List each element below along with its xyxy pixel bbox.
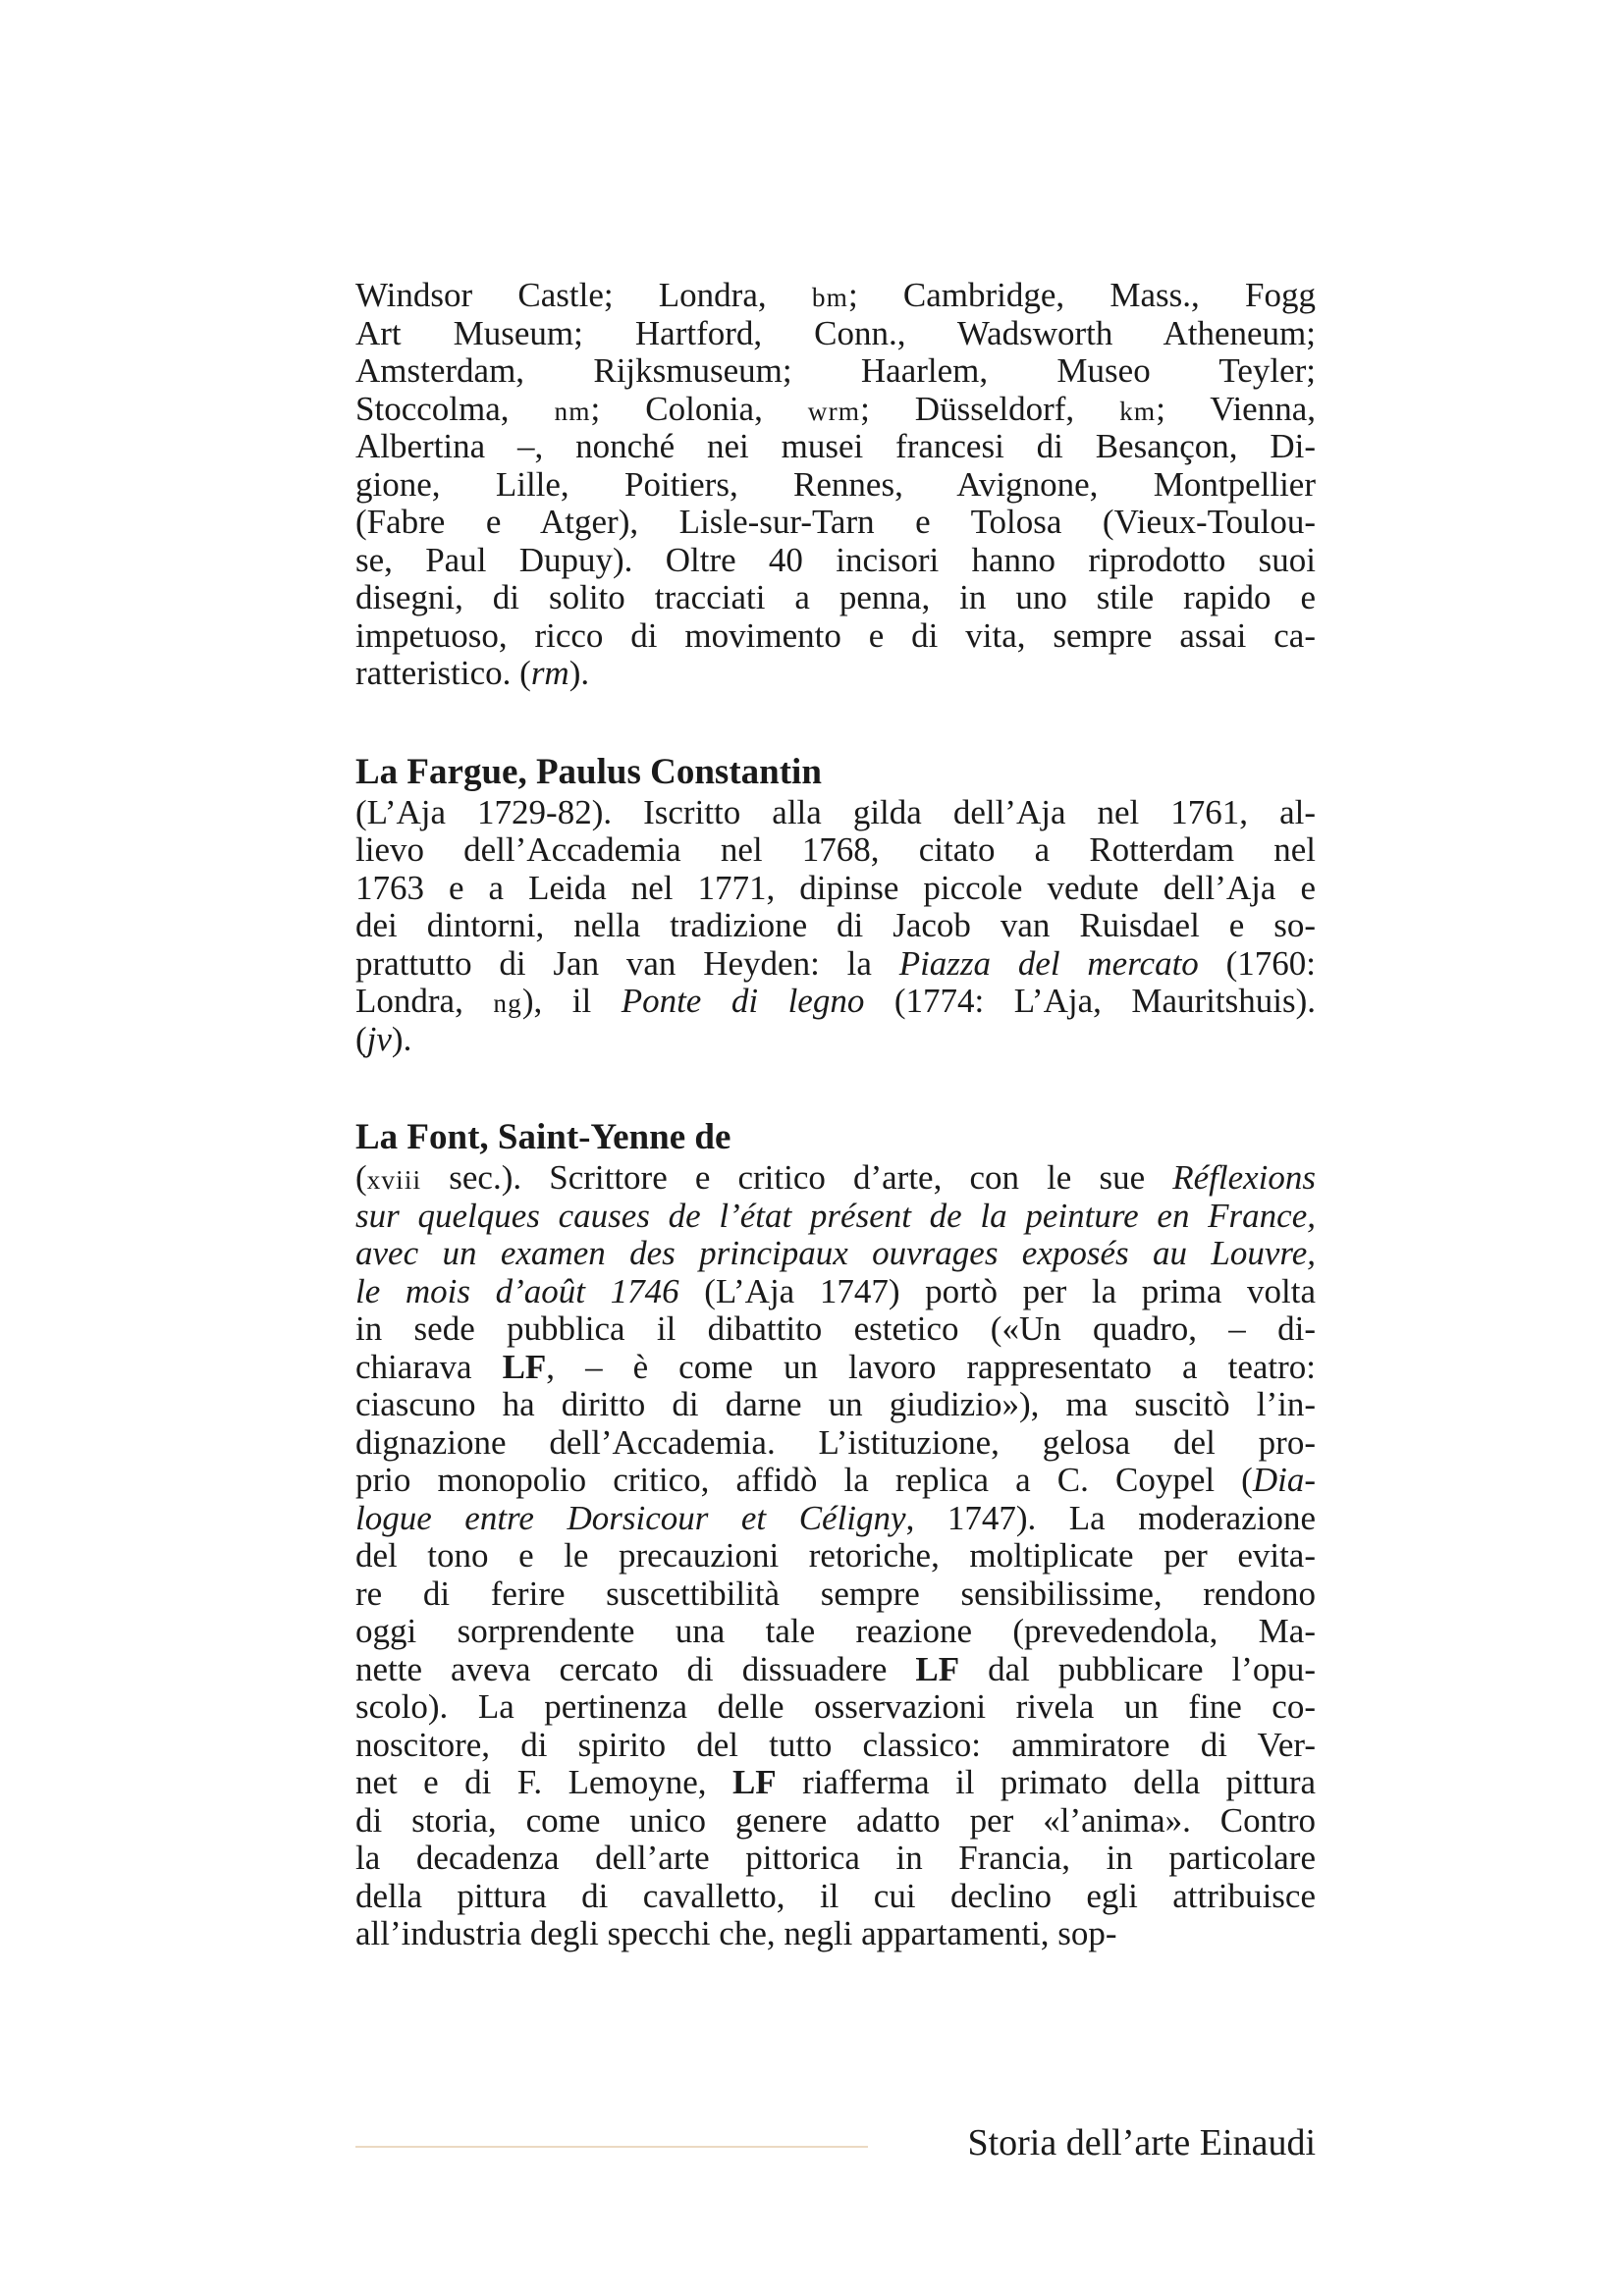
text-run: net e di F. Lemoyne, xyxy=(355,1763,732,1801)
text-run: ; Düsseldorf, xyxy=(860,389,1120,428)
footer-title: Storia dell’arte Einaudi xyxy=(967,2122,1316,2163)
italic-text: Ponte di legno xyxy=(621,982,865,1020)
text-line xyxy=(355,504,1316,542)
text-run: dignazione dell’Accademia. L’istituzione, gelosa del pro- xyxy=(355,1422,1316,1462)
text-line xyxy=(355,1575,1316,1614)
text-line xyxy=(355,1688,1316,1727)
text-run: noscitore, di spirito del tutto classico: ammiratore di Ver- xyxy=(355,1725,1316,1764)
page-footer xyxy=(355,2120,1316,2169)
text-run: ; Cambridge, Mass., Fogg xyxy=(847,276,1316,314)
text-line xyxy=(355,870,1316,908)
italic-text: jv xyxy=(366,1019,392,1058)
text-run: ( xyxy=(355,1158,367,1197)
entry-title: La Fargue, Paulus Constantin xyxy=(355,751,822,792)
small-caps-text: wrm xyxy=(807,396,861,426)
text-run: (1774: L’Aja, Mauritshuis). xyxy=(864,982,1316,1020)
text-line xyxy=(355,1159,1316,1198)
text-line xyxy=(355,983,1316,1021)
small-caps-text: ng xyxy=(493,988,522,1018)
text-line xyxy=(355,831,1316,870)
text-run: chiarava xyxy=(355,1347,503,1386)
text-run: di storia, come unico genere adatto per «l’anima». Contro xyxy=(355,1800,1316,1840)
text-line xyxy=(355,1310,1316,1349)
text-run: , – è come un lavoro rappresentato a teatro: xyxy=(546,1347,1316,1386)
italic-text: Réflexions xyxy=(1172,1158,1316,1197)
text-run: riafferma il primato della pittura xyxy=(776,1763,1317,1801)
text-run: gione, Lille, Poitiers, Rennes, Avignone, Montpellier xyxy=(355,464,1316,504)
bold-text: LF xyxy=(915,1649,960,1688)
small-caps-text: xviii xyxy=(366,1165,422,1195)
text-run: oggi sorprendente una tale reazione (prevedendola, Ma- xyxy=(355,1612,1316,1650)
entry-la-fargue xyxy=(355,753,1316,1059)
page-body xyxy=(355,277,1316,1953)
text-line xyxy=(355,1500,1316,1538)
text-line xyxy=(355,1764,1316,1802)
text-run: all’industria degli specchi che, negli appartamenti, sop- xyxy=(355,1914,1117,1952)
section-gap xyxy=(355,693,1316,753)
text-line xyxy=(355,907,1316,945)
text-run: ciascuno ha diritto di darne un giudizio»), ma suscitò l’in- xyxy=(355,1385,1316,1423)
text-line xyxy=(355,1273,1316,1311)
italic-text: sur quelques causes de l’état présent de la peinture en France, xyxy=(355,1196,1316,1235)
text-run: sec.). Scrittore e critico d’arte, con le sue xyxy=(421,1158,1173,1197)
text-run: (Fabre e Atger), Lisle-sur-Tarn e Tolosa (Vieux-Toulou- xyxy=(355,503,1316,541)
entry-text xyxy=(355,794,1316,1059)
text-run: 1763 e a Leida nel 1771, dipinse piccole vedute dell’Aja e xyxy=(355,868,1316,907)
text-line xyxy=(355,1878,1316,1916)
continuation-paragraph xyxy=(355,277,1316,693)
section-gap xyxy=(355,1058,1316,1118)
bold-text: LF xyxy=(502,1347,547,1386)
text-run: la decadenza dell’arte pittorica in Francia, in particolare xyxy=(355,1839,1316,1877)
text-run: del tono e le precauzioni retoriche, moltiplicate per evita- xyxy=(355,1536,1316,1575)
entry-title: La Font, Saint-Yenne de xyxy=(355,1117,731,1157)
text-run: Windsor Castle; Londra, xyxy=(355,276,812,314)
entry-la-font xyxy=(355,1118,1316,1953)
text-run: ). xyxy=(568,654,590,692)
text-run: ), il xyxy=(521,982,622,1020)
italic-text: avec un examen des principaux ouvrages exposés au Louvre, xyxy=(355,1234,1316,1272)
text-run: Art Museum; Hartford, Conn., Wadsworth Atheneum; xyxy=(355,313,1316,352)
italic-text: le mois d’août 1746 xyxy=(355,1271,679,1310)
text-line xyxy=(355,794,1316,832)
text-line xyxy=(355,1727,1316,1765)
footer-rule xyxy=(355,2146,868,2148)
small-caps-text: nm xyxy=(554,396,591,426)
text-run: se, Paul Dupuy). Oltre 40 incisori hanno riprodotto suoi xyxy=(355,540,1316,579)
text-line xyxy=(355,1613,1316,1651)
text-run: in sede pubblica il dibattito estetico («Un quadro, – di- xyxy=(355,1309,1316,1348)
text-run: dal pubblicare l’opu- xyxy=(959,1649,1316,1688)
text-line xyxy=(355,1424,1316,1463)
text-line xyxy=(355,542,1316,580)
text-line xyxy=(355,1198,1316,1236)
text-run: ). xyxy=(391,1019,412,1058)
text-run: re di ferire suscettibilità sempre sensibilissime, rendono xyxy=(355,1574,1316,1613)
text-line xyxy=(355,1386,1316,1424)
small-caps-text: km xyxy=(1119,396,1157,426)
text-line xyxy=(355,617,1316,656)
text-run: ; Colonia, xyxy=(590,389,808,428)
text-run: disegni, di solito tracciati a penna, in uno stile rapido e xyxy=(355,578,1316,616)
text-run: Londra, xyxy=(355,982,494,1020)
text-line xyxy=(355,1915,1316,1953)
text-line xyxy=(355,1349,1316,1387)
text-run: impetuoso, ricco di movimento e di vita, sempre assai ca- xyxy=(355,615,1316,655)
text-run: scolo). La pertinenza delle osservazioni rivela un fine co- xyxy=(355,1687,1316,1726)
text-run: ratteristico. ( xyxy=(355,654,531,692)
italic-text: logue entre Dorsicour et Céligny xyxy=(355,1498,906,1537)
text-run: nette aveva cercato di dissuadere xyxy=(355,1649,916,1688)
text-run: lievo dell’Accademia nel 1768, citato a Rotterdam nel xyxy=(355,830,1316,869)
text-line xyxy=(355,655,1316,693)
text-line xyxy=(355,1021,1316,1059)
text-run: Albertina –, nonché nei musei francesi di Besançon, Di- xyxy=(355,427,1316,465)
text-line xyxy=(355,466,1316,505)
text-run: ( xyxy=(355,1019,367,1058)
text-line xyxy=(355,579,1316,617)
small-caps-text: bm xyxy=(811,283,848,312)
text-line xyxy=(355,945,1316,984)
text-run: dei dintorni, nella tradizione di Jacob van Ruisdael e so- xyxy=(355,906,1316,944)
text-run: prattutto di Jan van Heyden: la xyxy=(355,943,899,983)
text-line xyxy=(355,1235,1316,1273)
text-run: Stoccolma, xyxy=(355,389,555,428)
text-run: (1760: xyxy=(1198,943,1316,983)
italic-text: Dia- xyxy=(1252,1461,1316,1499)
text-run: ; Vienna, xyxy=(1156,389,1316,428)
italic-text: rm xyxy=(530,654,569,692)
text-line xyxy=(355,1840,1316,1878)
text-run: (L’Aja 1729-82). Iscritto alla gilda dell’Aja nel 1761, al- xyxy=(355,792,1316,831)
text-line xyxy=(355,391,1316,429)
text-line xyxy=(355,1537,1316,1575)
bold-text: LF xyxy=(731,1763,777,1801)
text-line xyxy=(355,352,1316,391)
text-line xyxy=(355,1651,1316,1689)
entry-text xyxy=(355,1159,1316,1953)
text-run: della pittura di cavalletto, il cui declino egli attribuisce xyxy=(355,1876,1316,1915)
text-run: (L’Aja 1747) portò per la prima volta xyxy=(678,1271,1316,1310)
italic-text: Piazza del mercato xyxy=(898,943,1199,983)
text-line xyxy=(355,277,1316,315)
text-run: prio monopolio critico, affidò la replica a C. Coypel ( xyxy=(355,1461,1253,1499)
text-line xyxy=(355,1462,1316,1500)
text-run: Amsterdam, Rijksmuseum; Haarlem, Museo Teyler; xyxy=(355,351,1316,390)
text-line xyxy=(355,1802,1316,1841)
text-line xyxy=(355,428,1316,466)
text-line xyxy=(355,315,1316,353)
text-run: , 1747). La moderazione xyxy=(905,1498,1316,1537)
